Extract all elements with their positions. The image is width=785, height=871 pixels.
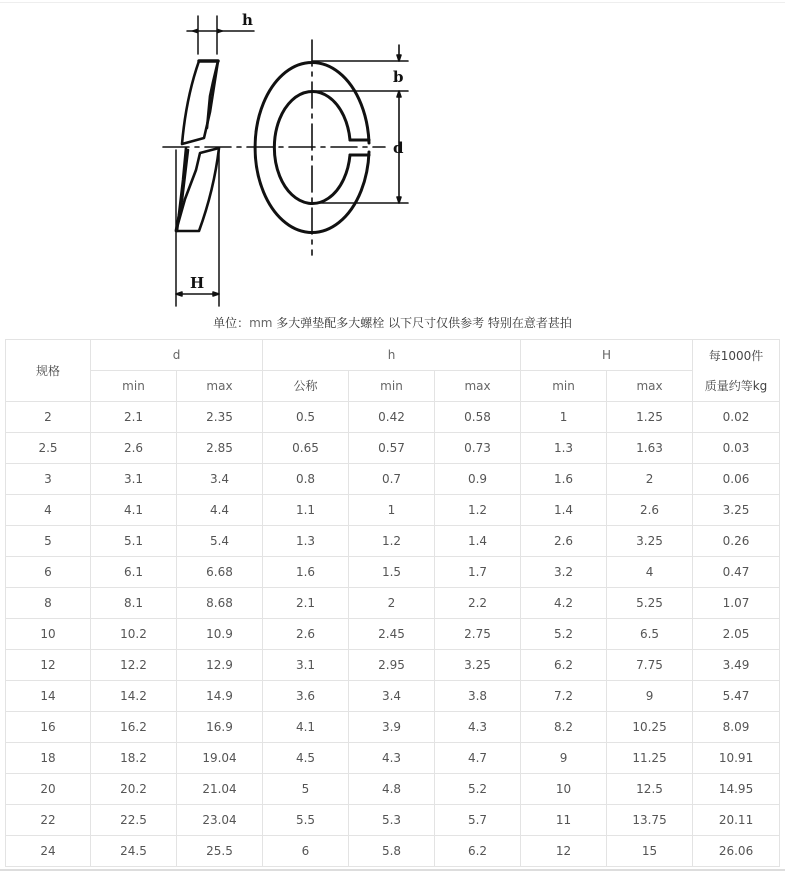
cell-d-max: 4.4 [177, 495, 263, 526]
cell-H-min: 7.2 [521, 681, 607, 712]
cell-H-min: 12 [521, 836, 607, 867]
cell-h-max: 1.7 [435, 557, 521, 588]
cell-h-min: 1 [349, 495, 435, 526]
cell-h-nominal: 1.6 [263, 557, 349, 588]
table-row [6, 526, 780, 557]
header-d-max: max [177, 371, 263, 402]
cell-H-max: 10.25 [607, 712, 693, 743]
cell-d-min: 24.5 [91, 836, 177, 867]
header-H-min: min [521, 371, 607, 402]
cell-h-max: 1.4 [435, 526, 521, 557]
cell-H-min: 2.6 [521, 526, 607, 557]
cell-H-max: 5.25 [607, 588, 693, 619]
cell-h-min: 4.8 [349, 774, 435, 805]
header-d-min: min [91, 371, 177, 402]
cell-weight-per-1000: 3.25 [693, 495, 780, 526]
cell-h-nominal: 5 [263, 774, 349, 805]
cell-weight-per-1000: 1.07 [693, 588, 780, 619]
cell-spec: 20 [6, 774, 91, 805]
cell-d-min: 14.2 [91, 681, 177, 712]
cell-d-min: 12.2 [91, 650, 177, 681]
header-row-sub [6, 371, 780, 402]
cell-weight-per-1000: 0.47 [693, 557, 780, 588]
cell-weight-per-1000: 0.06 [693, 464, 780, 495]
cell-spec: 16 [6, 712, 91, 743]
header-d: d [91, 340, 263, 371]
cell-h-min: 1.2 [349, 526, 435, 557]
cell-d-max: 5.4 [177, 526, 263, 557]
cell-H-min: 5.2 [521, 619, 607, 650]
spring-washer-diagram [0, 0, 785, 310]
cell-h-nominal: 1.3 [263, 526, 349, 557]
cell-h-nominal: 5.5 [263, 805, 349, 836]
table-body [6, 402, 780, 867]
cell-h-max: 4.7 [435, 743, 521, 774]
table-row [6, 774, 780, 805]
table-row [6, 495, 780, 526]
cell-h-nominal: 1.1 [263, 495, 349, 526]
label-d: d [393, 139, 404, 157]
cell-h-min: 3.4 [349, 681, 435, 712]
cell-H-max: 2 [607, 464, 693, 495]
cell-weight-per-1000: 10.91 [693, 743, 780, 774]
cell-spec: 5 [6, 526, 91, 557]
cell-d-min: 3.1 [91, 464, 177, 495]
header-H: H [521, 340, 693, 371]
cell-d-max: 10.9 [177, 619, 263, 650]
cell-h-min: 4.3 [349, 743, 435, 774]
cell-weight-per-1000: 8.09 [693, 712, 780, 743]
cell-spec: 10 [6, 619, 91, 650]
table-row [6, 681, 780, 712]
cell-H-max: 3.25 [607, 526, 693, 557]
caption-unit: mm [249, 316, 273, 330]
table-row [6, 402, 780, 433]
table-row [6, 743, 780, 774]
cell-H-max: 9 [607, 681, 693, 712]
spring-washer-spec-table [5, 339, 780, 867]
caption-prefix: 单位： [213, 316, 250, 330]
cell-h-min: 5.8 [349, 836, 435, 867]
cell-d-min: 22.5 [91, 805, 177, 836]
cell-h-min: 2.95 [349, 650, 435, 681]
cell-d-max: 16.9 [177, 712, 263, 743]
cell-d-min: 5.1 [91, 526, 177, 557]
cell-d-max: 23.04 [177, 805, 263, 836]
table-row [6, 712, 780, 743]
cell-d-min: 16.2 [91, 712, 177, 743]
header-weight [693, 340, 780, 402]
table-row [6, 619, 780, 650]
cell-d-max: 21.04 [177, 774, 263, 805]
cell-d-min: 2.1 [91, 402, 177, 433]
cell-weight-per-1000: 2.05 [693, 619, 780, 650]
header-spec: 规格 [6, 340, 91, 402]
table-row [6, 650, 780, 681]
cell-spec: 8 [6, 588, 91, 619]
cell-h-max: 4.3 [435, 712, 521, 743]
cell-H-max: 13.75 [607, 805, 693, 836]
cell-h-nominal: 6 [263, 836, 349, 867]
washer-side-view [176, 61, 219, 231]
cell-weight-per-1000: 0.26 [693, 526, 780, 557]
cell-H-max: 1.63 [607, 433, 693, 464]
cell-H-min: 1 [521, 402, 607, 433]
table-row [6, 588, 780, 619]
cell-d-min: 2.6 [91, 433, 177, 464]
header-h: h [263, 340, 521, 371]
cell-spec: 22 [6, 805, 91, 836]
cell-weight-per-1000: 20.11 [693, 805, 780, 836]
cell-h-max: 0.9 [435, 464, 521, 495]
header-H-max: max [607, 371, 693, 402]
cell-d-max: 8.68 [177, 588, 263, 619]
cell-H-max: 4 [607, 557, 693, 588]
cell-h-min: 0.57 [349, 433, 435, 464]
label-H: H [190, 274, 205, 292]
cell-spec: 3 [6, 464, 91, 495]
cell-spec: 6 [6, 557, 91, 588]
table-row [6, 836, 780, 867]
cell-weight-per-1000: 0.02 [693, 402, 780, 433]
cell-weight-per-1000: 0.03 [693, 433, 780, 464]
header-h-max: max [435, 371, 521, 402]
cell-H-min: 4.2 [521, 588, 607, 619]
cell-H-max: 7.75 [607, 650, 693, 681]
cell-d-min: 18.2 [91, 743, 177, 774]
cell-h-min: 2 [349, 588, 435, 619]
cell-H-min: 1.3 [521, 433, 607, 464]
cell-h-nominal: 0.5 [263, 402, 349, 433]
cell-H-min: 1.4 [521, 495, 607, 526]
label-h: h [242, 11, 253, 29]
cell-d-min: 10.2 [91, 619, 177, 650]
cell-d-max: 25.5 [177, 836, 263, 867]
table-row [6, 557, 780, 588]
cell-H-max: 15 [607, 836, 693, 867]
cell-spec: 2 [6, 402, 91, 433]
cell-d-max: 14.9 [177, 681, 263, 712]
cell-d-max: 2.35 [177, 402, 263, 433]
cell-h-max: 3.25 [435, 650, 521, 681]
cell-h-max: 6.2 [435, 836, 521, 867]
unit-caption [0, 312, 785, 334]
cell-d-min: 8.1 [91, 588, 177, 619]
cell-H-min: 1.6 [521, 464, 607, 495]
cell-d-max: 12.9 [177, 650, 263, 681]
cell-h-max: 5.7 [435, 805, 521, 836]
cell-h-nominal: 2.1 [263, 588, 349, 619]
cell-spec: 12 [6, 650, 91, 681]
caption-text: 多大弹垫配多大螺栓 以下尺寸仅供参考 特别在意者甚拍 [272, 316, 572, 330]
cell-h-max: 0.73 [435, 433, 521, 464]
cell-d-max: 19.04 [177, 743, 263, 774]
cell-spec: 24 [6, 836, 91, 867]
cell-H-min: 3.2 [521, 557, 607, 588]
cell-d-min: 6.1 [91, 557, 177, 588]
cell-h-nominal: 4.5 [263, 743, 349, 774]
table-row [6, 433, 780, 464]
cell-h-min: 3.9 [349, 712, 435, 743]
cell-H-max: 2.6 [607, 495, 693, 526]
cell-h-min: 2.45 [349, 619, 435, 650]
cell-h-nominal: 0.65 [263, 433, 349, 464]
cell-h-max: 2.2 [435, 588, 521, 619]
cell-H-min: 8.2 [521, 712, 607, 743]
cell-d-max: 6.68 [177, 557, 263, 588]
table-row [6, 464, 780, 495]
cell-spec: 4 [6, 495, 91, 526]
cell-h-min: 5.3 [349, 805, 435, 836]
cell-h-nominal: 4.1 [263, 712, 349, 743]
cell-h-max: 0.58 [435, 402, 521, 433]
cell-h-nominal: 3.6 [263, 681, 349, 712]
label-b: b [393, 68, 404, 86]
cell-H-min: 9 [521, 743, 607, 774]
cell-h-max: 5.2 [435, 774, 521, 805]
cell-weight-per-1000: 5.47 [693, 681, 780, 712]
cell-h-nominal: 3.1 [263, 650, 349, 681]
cell-h-nominal: 0.8 [263, 464, 349, 495]
header-h-min: min [349, 371, 435, 402]
header-h-nominal: 公称 [263, 371, 349, 402]
cell-H-max: 11.25 [607, 743, 693, 774]
cell-spec: 18 [6, 743, 91, 774]
header-weight-line2: 质量约等kg [704, 378, 768, 393]
cell-H-max: 12.5 [607, 774, 693, 805]
cell-weight-per-1000: 26.06 [693, 836, 780, 867]
table-row [6, 805, 780, 836]
cell-d-max: 3.4 [177, 464, 263, 495]
cell-d-min: 20.2 [91, 774, 177, 805]
cell-d-min: 4.1 [91, 495, 177, 526]
cell-weight-per-1000: 3.49 [693, 650, 780, 681]
cell-spec: 14 [6, 681, 91, 712]
header-weight-line1: 每1000件 [708, 348, 764, 363]
cell-spec: 2.5 [6, 433, 91, 464]
cell-d-max: 2.85 [177, 433, 263, 464]
cell-h-max: 1.2 [435, 495, 521, 526]
cell-h-min: 0.7 [349, 464, 435, 495]
cell-weight-per-1000: 14.95 [693, 774, 780, 805]
cell-H-max: 1.25 [607, 402, 693, 433]
cell-h-max: 3.8 [435, 681, 521, 712]
cell-H-min: 11 [521, 805, 607, 836]
cell-H-max: 6.5 [607, 619, 693, 650]
cell-h-max: 2.75 [435, 619, 521, 650]
cell-h-min: 0.42 [349, 402, 435, 433]
cell-H-min: 10 [521, 774, 607, 805]
cell-H-min: 6.2 [521, 650, 607, 681]
cell-h-min: 1.5 [349, 557, 435, 588]
header-row-group [6, 340, 780, 371]
cell-h-nominal: 2.6 [263, 619, 349, 650]
